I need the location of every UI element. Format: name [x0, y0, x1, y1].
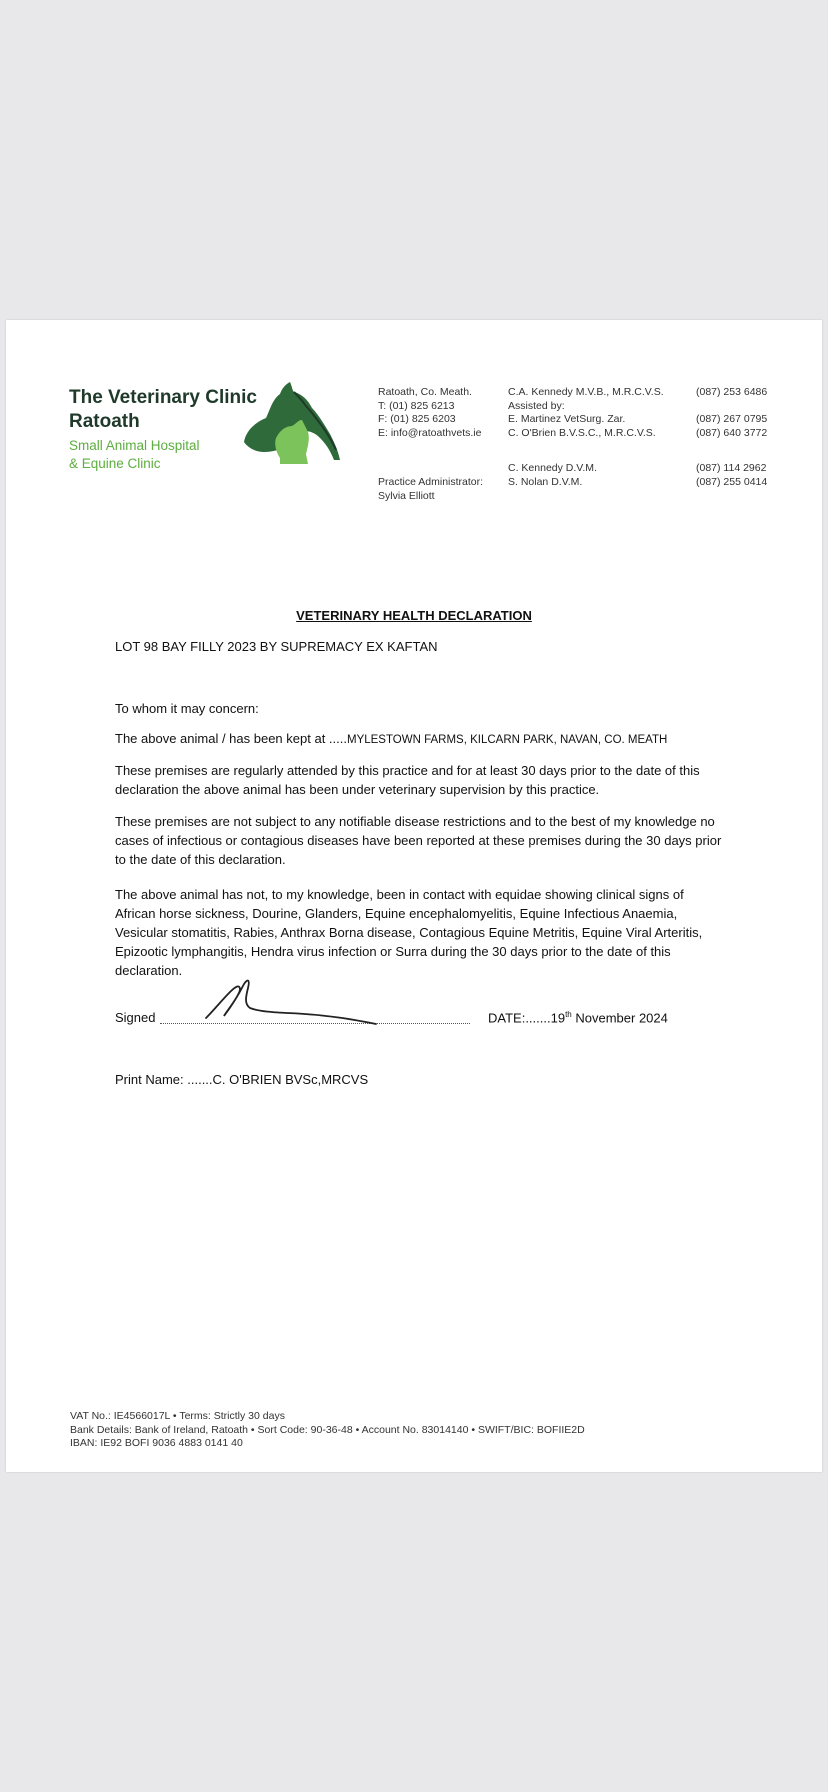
clinic-name	[69, 386, 257, 434]
vet-name: E. Martinez VetSurg. Zar.	[508, 413, 626, 425]
clinic-sub-line1: Small Animal Hospital	[69, 438, 200, 453]
salutation: To whom it may concern:	[115, 701, 259, 716]
vet-name: C. Kennedy D.V.M.	[508, 462, 597, 474]
vet-list-2	[508, 462, 597, 489]
vet-name: Assisted by:	[508, 399, 565, 412]
vet-name: C.A. Kennedy M.V.B., M.R.C.V.S.	[508, 386, 664, 398]
vet-phone: (087) 255 0414	[696, 475, 768, 488]
footer-iban: IBAN: IE92 BOFI 9036 4883 0141 40	[70, 1437, 243, 1449]
footer-bank: Bank Details: Bank of Ireland, Ratoath • Sort Code: 90-36-48 • Account No. 83014140 • SWIFT/BIC: BOFIIE2D	[70, 1423, 585, 1436]
footer-vat: VAT No.: IE4566017L • Terms: Strictly 30 days	[70, 1410, 285, 1422]
admin-label: Practice Administrator:	[378, 476, 484, 488]
practice-admin	[378, 476, 483, 503]
handwritten-signature	[196, 970, 406, 1030]
vet-phone: (087) 253 6486	[696, 386, 768, 398]
print-name: Print Name: .......C. O'BRIEN BVSc,MRCVS	[115, 1072, 369, 1087]
clinic-subtitle	[69, 437, 200, 473]
paragraph-supervision: These premises are regularly attended by this practice and for at least 30 days prior to the date of this declaration the above animal has been under veterinary supervision by this practice.	[115, 763, 700, 797]
declaration-date	[488, 1010, 668, 1025]
fax-line: F: (01) 825 6203	[378, 413, 456, 425]
document-title: VETERINARY HEALTH DECLARATION	[296, 608, 532, 623]
vet-phones	[696, 386, 767, 440]
kept-at-label: The above animal / has been kept at .....	[115, 731, 347, 746]
email-line: E: info@ratoathvets.ie	[378, 426, 482, 439]
document-page	[6, 320, 822, 1472]
clinic-address	[378, 386, 481, 440]
admin-name: Sylvia Elliott	[378, 489, 435, 502]
horse-dog-logo-icon	[236, 380, 361, 468]
phone-line: T: (01) 825 6213	[378, 399, 455, 412]
kept-at-line	[115, 729, 735, 750]
date-rest: November 2024	[571, 1010, 668, 1026]
vet-phone: (087) 114 2962	[696, 462, 767, 474]
vet-list	[508, 386, 664, 440]
address-line: Ratoath, Co. Meath.	[378, 386, 472, 398]
paragraph-contact: The above animal has not, to my knowledge, been in contact with equidae showing clinical signs of African horse sickness, Dourine, Glanders, Equine encephalomyelitis, Equine Infectious Anaemia, Vesicular stomatitis, Rabies, Anthrax Borna disease, Contagious Equine Metritis, Equine Viral Arteritis, Epizootic lymphangitis, Hendra virus infection or Surra during the 30 days prior to the date of this declaration.	[115, 887, 703, 978]
date-day: 19	[550, 1010, 566, 1026]
date-label: DATE:.......	[488, 1010, 551, 1026]
footer	[70, 1410, 585, 1451]
signed-label: Signed	[115, 1010, 156, 1025]
clinic-name-line2: Ratoath	[69, 411, 140, 432]
vet-phone: (087) 267 0795	[696, 413, 768, 425]
paragraph-restrictions: These premises are not subject to any notifiable disease restrictions and to the best of my knowledge no cases of infectious or contagious diseases have been reported at these premises during the 30 days prior to the date of this declaration.	[115, 814, 722, 867]
kept-at-value: MYLESTOWN FARMS, KILCARN PARK, NAVAN, CO. MEATH	[346, 734, 668, 746]
vet-phone: (087) 640 3772	[696, 426, 768, 439]
clinic-name-line1: The Veterinary Clinic	[69, 387, 257, 408]
vet-phones-2	[696, 462, 767, 489]
vet-name: S. Nolan D.V.M.	[508, 475, 583, 488]
date-suffix: th	[565, 1010, 572, 1019]
lot-description: LOT 98 BAY FILLY 2023 BY SUPREMACY EX KAFTAN	[115, 639, 438, 654]
clinic-sub-line2: & Equine Clinic	[69, 456, 161, 471]
vet-phone-empty	[696, 400, 767, 414]
vet-name: C. O'Brien B.V.S.C., M.R.C.V.S.	[508, 426, 656, 439]
